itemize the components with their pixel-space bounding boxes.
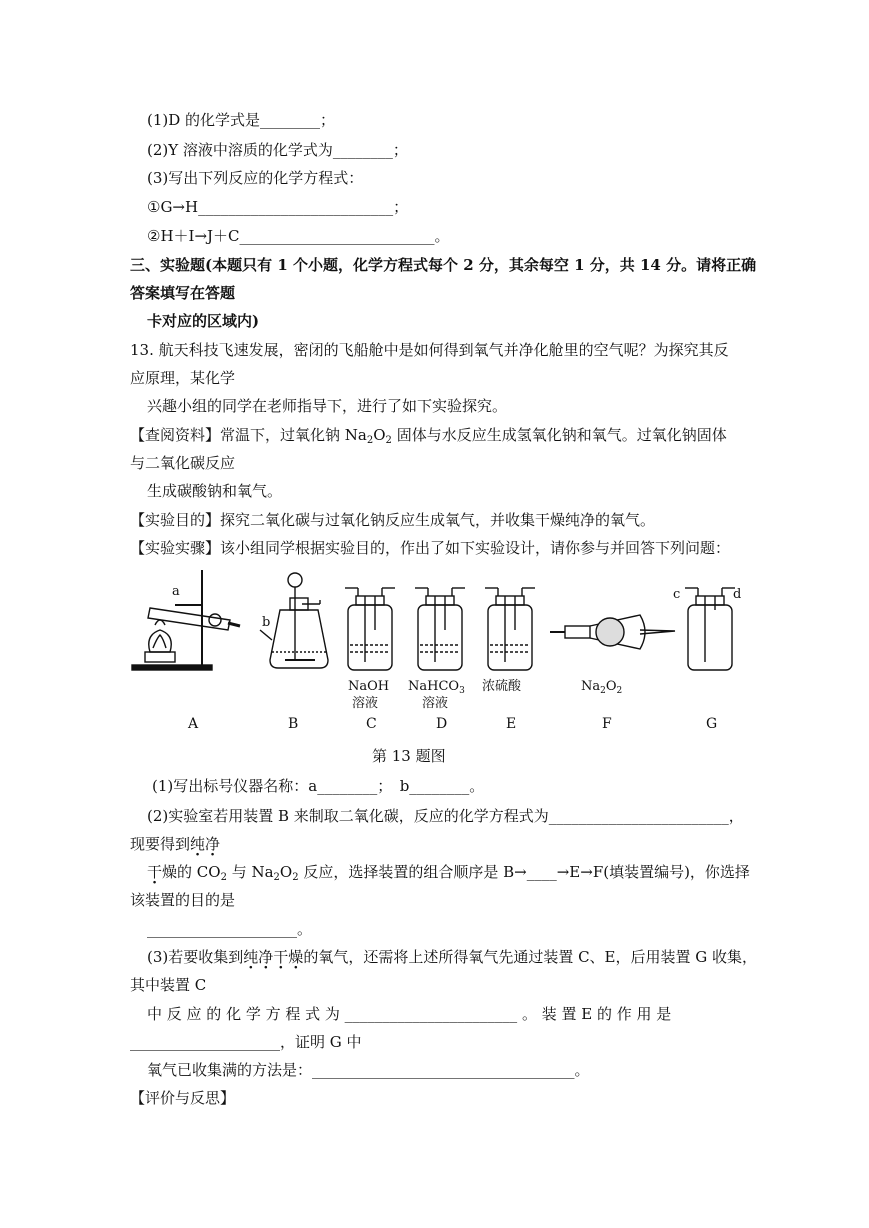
- reference-heading: 【查阅资料】: [130, 426, 221, 444]
- apparatus-f: [550, 615, 675, 649]
- apparatus-g: [685, 588, 735, 670]
- answer-3-line-3: 中 反 应 的 化 学 方 程 式 为 _______________________ 。 装 置 E 的 作 用 是: [147, 1005, 672, 1023]
- aim-line: 【实验目的】探究二氧化碳与过氧化钠反应生成氧气，并收集干燥纯净的氧气。: [130, 511, 656, 529]
- aim-heading: 【实验目的】: [130, 511, 221, 529]
- answer-2-line-1: (2)实验室若用装置 B 来制取二氧化碳，反应的化学方程式为________________________，: [147, 807, 744, 825]
- figure-caption: 第 13 题图: [372, 747, 446, 765]
- apparatus-figure: [120, 560, 760, 740]
- q-part-line-2: (2)Y 溶液中溶质的化学式为________；: [147, 141, 408, 159]
- answer-3-line-2: 其中装置 C: [130, 976, 207, 994]
- section-3-heading: 三、实验题(本题只有 1 个小题，化学方程式每个 2 分，其余每空 1 分，共 14 分。请将正确: [130, 256, 757, 274]
- section-3-heading-2: 答案填写在答题: [130, 284, 236, 302]
- reference-para-3: 生成碳酸钠和氧气。: [147, 482, 283, 500]
- section-3-heading-3: 卡对应的区域内): [147, 312, 260, 330]
- apparatus-letter-a: A: [188, 716, 199, 732]
- reagent-d-2: 溶液: [422, 696, 449, 711]
- answer-2-line-4: 该装置的目的是: [130, 891, 236, 909]
- q13-intro-2: 应原理，某化学: [130, 369, 236, 387]
- apparatus-letter-g: G: [706, 716, 718, 732]
- steps-line: 【实验实骤】该小组同学根据实验目的，作出了如下实验设计，请你参与并回答下列问题：: [130, 539, 731, 557]
- reference-para-1: 【查阅资料】常温下，过氧化钠 $Na_2O_2$ 固体与水反应生成氢氧化钠和氧气。过氧化钠固体: [130, 426, 727, 446]
- apparatus-letter-b: B: [288, 716, 299, 732]
- apparatus-e: [485, 588, 535, 670]
- q-part-line-3: (3)写出下列反应的化学方程式：: [147, 169, 364, 187]
- apparatus-letter-e: E: [506, 716, 517, 732]
- q-part-line-5: ②H＋I→J＋C__________________________。: [147, 227, 450, 245]
- reagent-d-1: NaHCO$_3$: [408, 679, 465, 696]
- reagent-e: 浓硫酸: [482, 679, 522, 694]
- apparatus-d: [415, 588, 465, 670]
- evaluation-heading: 【评价与反思】: [130, 1089, 236, 1107]
- label-a: a: [172, 584, 180, 599]
- q-part-line-1: (1)D 的化学式是________；: [147, 111, 336, 129]
- q-part-line-4: ①G→H__________________________；: [147, 198, 409, 216]
- answer-1: (1)写出标号仪器名称：a________； b________。: [152, 777, 485, 795]
- apparatus-letter-f: F: [602, 716, 612, 732]
- answer-3-line-4: ____________________，证明 G 中: [130, 1033, 362, 1051]
- reagent-c-1: NaOH: [348, 679, 390, 694]
- apparatus-letter-d: D: [436, 716, 448, 732]
- q13-intro-3: 兴趣小组的同学在老师指导下，进行了如下实验探究。: [147, 397, 508, 415]
- reagent-f: $Na_2O_2$: [581, 679, 623, 696]
- apparatus-a: [132, 570, 240, 670]
- q13-intro-1: 13. 航天科技飞速发展，密闭的飞船舱中是如何得到氧气并净化舱里的空气呢？为探究其反: [130, 341, 729, 359]
- answer-2-line-3: 干燥的 $CO_2$ 与 $Na_2O_2$ 反应，选择装置的组合顺序是 B→____→E→F(填装置编号)，你选择: [147, 863, 750, 883]
- label-b: b: [262, 615, 271, 630]
- answer-2-line-5: ____________________。: [147, 920, 313, 938]
- label-d: d: [733, 587, 742, 602]
- answer-2-line-2: 现要得到纯净: [130, 835, 221, 853]
- steps-heading: 【实验实骤】: [130, 539, 221, 557]
- apparatus-c: [345, 588, 395, 670]
- answer-3-line-1: (3)若要收集到纯净干燥的氧气，还需将上述所得氧气先通过装置 C、E，后用装置 G 收集，: [147, 948, 758, 966]
- reference-para-2: 与二氧化碳反应: [130, 454, 236, 472]
- reagent-c-2: 溶液: [352, 696, 379, 711]
- answer-3-line-5: 氧气已收集满的方法是：___________________________________。: [147, 1061, 590, 1079]
- label-c: c: [673, 587, 681, 602]
- apparatus-letter-c: C: [366, 716, 377, 732]
